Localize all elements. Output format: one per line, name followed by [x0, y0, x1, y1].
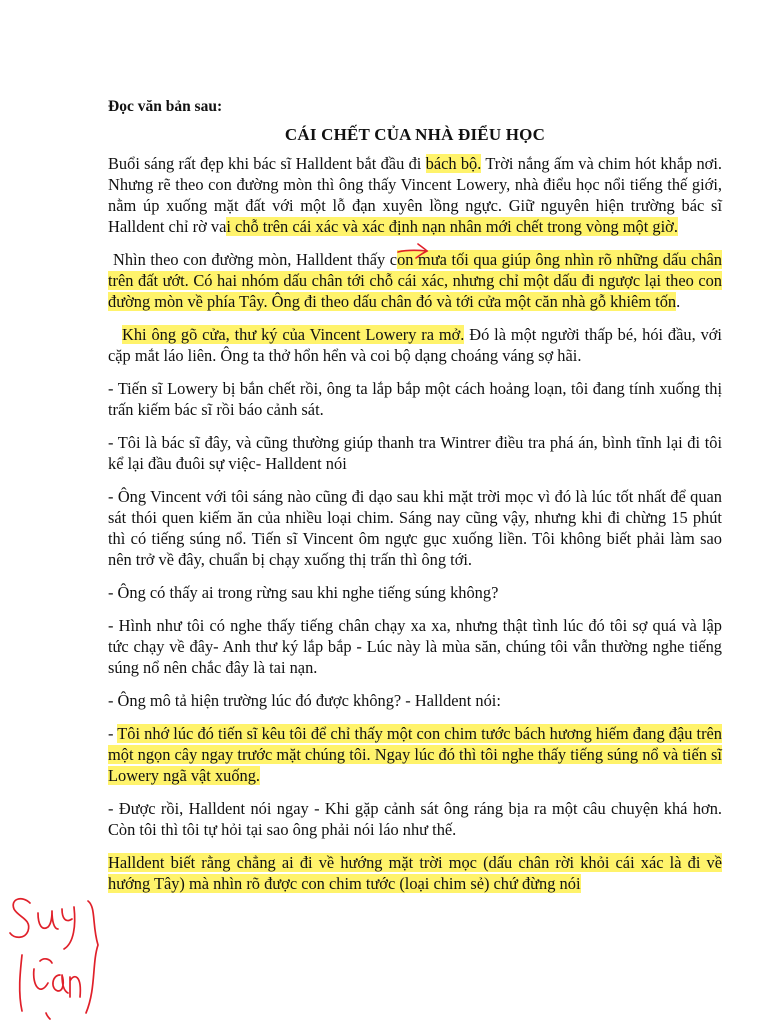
paragraph — [108, 798, 722, 840]
handwritten-note-icon — [0, 885, 108, 1024]
story-paragraphs — [108, 153, 722, 894]
story-title: CÁI CHẾT CỦA NHÀ ĐIỂU HỌC — [284, 125, 546, 144]
document-body — [108, 98, 722, 906]
highlighted-text: Tôi nhớ lúc đó tiến sĩ kêu tôi để chỉ thấy một con chim tước bách hương hiếm đang đậu trên một ngọn cây ngay trước mặt chúng tôi. Ngay lúc đó thì tôi nghe thấy tiếng súng nổ và tiến sĩ Lowery ngã vật xuống. — [108, 724, 723, 785]
paragraph — [108, 690, 722, 711]
highlighted-text: on mưa tối qua giúp ông nhìn rõ những dấu chân trên đất ướt. Có hai nhóm dấu chân tới chỗ cái xác, nhưng chỉ một dấu đi ngược lại theo con đường mòn về phía Tây. Ông đi theo dấu chân đó và tới cửa một căn nhà gỗ khiêm tốn — [108, 250, 722, 311]
text-segment: - Ông mô tả hiện trường lúc đó được không? - Halldent nói: — [108, 691, 501, 710]
highlighted-text: bách bộ. — [425, 154, 482, 173]
text-segment: Nhìn theo con đường mòn, Halldent thấy c — [113, 250, 398, 269]
text-segment: - — [108, 724, 118, 743]
text-segment: - Được rồi, Halldent nói ngay - Khi gặp cảnh sát ông ráng bịa ra một câu chuyện khá hơn. Còn tôi thì tôi tự hỏi tại sao ông phải nói láo như thế. — [108, 799, 722, 839]
paragraph — [108, 324, 722, 366]
paragraph — [108, 852, 722, 894]
text-segment: - Ông Vincent với tôi sáng nào cũng đi dạo sau khi mặt trời mọc vì đó là lúc tốt nhất để quan sát thói quen kiếm ăn của nhiều loại chim. Sáng nay cũng vậy, nhưng khi đi chừng 15 phút thì có tiếng súng nổ. Tiến sĩ Vincent ôm ngực gục xuống liền. Tôi không biết phải làm sao nên trở về đây, chuẩn bị chạy xuống thị trấn thì ông tới. — [108, 487, 722, 569]
text-segment: Buổi sáng rất đẹp khi bác sĩ Halldent bắt đầu đi — [108, 154, 426, 173]
text-segment: Trời nắng ấm và chim hót khắp nơi. Nhưng rẽ theo con đường mòn thì ông thấy Vincent Lowery, nhà điểu học nổi tiếng thế giới, nằm úp xuống mặt đất với một lỗ đạn xuyên lồng ngực. Giữ nguyên hiện trường bác sĩ Halldent chỉ rờ va — [108, 154, 722, 236]
paragraph — [108, 432, 722, 474]
text-segment: - Hình như tôi có nghe thấy tiếng chân chạy xa xa, nhưng thật tình lúc đó tôi sợ quá và lập tức chạy về đây- Anh thư ký lắp bắp - Lúc này là mùa săn, chúng tôi vẫn thường nghe tiếng súng nổ nên chắc đây là tai nạn. — [108, 616, 722, 677]
highlighted-text: Khi ông gõ cửa, thư ký của Vincent Lowery ra mở. — [122, 325, 465, 344]
text-segment: Đó là một người thấp bé, hói đầu, với cặp mắt láo liên. Ông ta thở hổn hển và coi bộ dạng choáng váng sợ hãi. — [108, 325, 722, 365]
text-segment: - Ông có thấy ai trong rừng sau khi nghe tiếng súng không? — [108, 583, 499, 602]
highlighted-text: Halldent biết rằng chẳng ai đi về hướng mặt trời mọc (dấu chân rời khỏi cái xác là đi về hướng Tây) mà nhìn rõ được con chim tước (loại chim sẻ) chứ đừng nói — [108, 853, 722, 893]
paragraph — [108, 378, 722, 420]
text-segment: . — [676, 292, 681, 311]
paragraph — [108, 486, 722, 570]
red-arrow-icon — [396, 240, 430, 260]
paragraph — [108, 153, 722, 237]
instruction-heading: Đọc văn bản sau: — [108, 98, 223, 115]
text-segment: - Tôi là bác sĩ đây, và cũng thường giúp thanh tra Wintrer điều tra phá án, bình tĩnh lại đi tôi kể lại đầu đuôi sự việc- Halldent nói — [108, 433, 722, 473]
paragraph — [108, 582, 722, 603]
paragraph — [108, 615, 722, 678]
paragraph — [108, 723, 722, 786]
text-segment: - Tiến sĩ Lowery bị bắn chết rồi, ông ta lắp bắp một cách hoảng loạn, tôi đang tính xuống thị trấn kiếm bác sĩ rồi báo cảnh sát. — [108, 379, 722, 419]
highlighted-text: i chỗ trên cái xác và xác định nạn nhân mới chết trong vòng một giờ. — [226, 217, 678, 236]
